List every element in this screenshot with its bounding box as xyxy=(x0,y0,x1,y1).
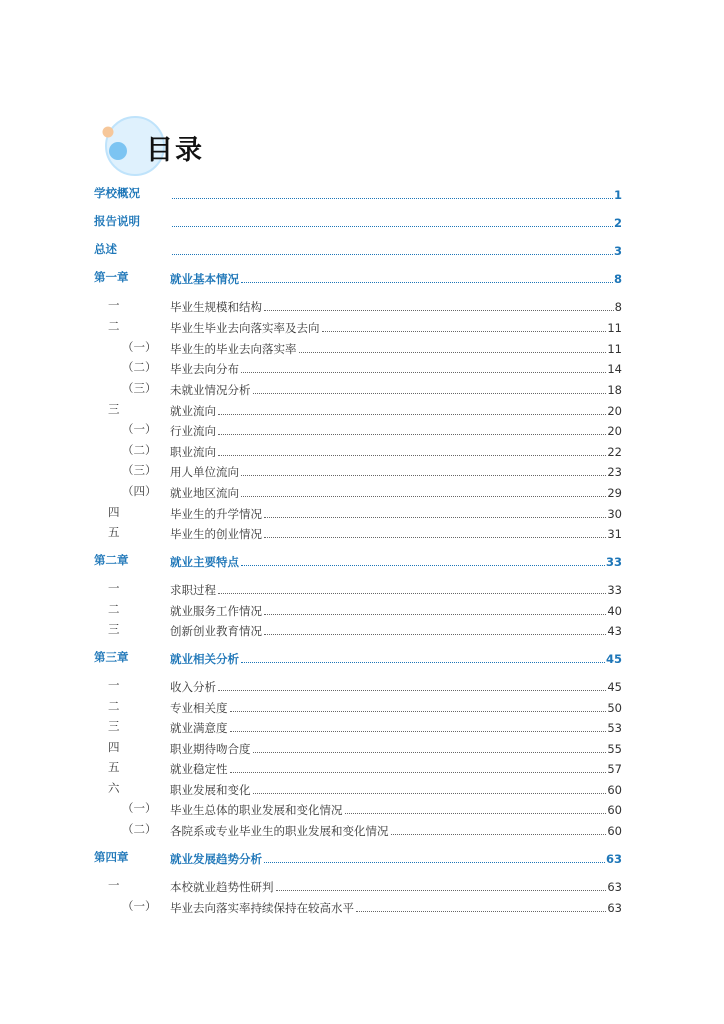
toc-entry-title: 就业主要特点 xyxy=(170,555,239,569)
toc-leader-dots xyxy=(264,861,605,863)
toc-entry-title: 专业相关度 xyxy=(170,701,228,715)
toc-leader-dots xyxy=(241,564,605,566)
toc-entry[interactable] xyxy=(94,184,622,202)
toc-entry[interactable] xyxy=(94,461,622,479)
toc-entry-title: 就业服务工作情况 xyxy=(170,604,262,618)
toc-entry-number: 四 xyxy=(108,740,120,754)
toc-entry-number: 四 xyxy=(108,505,120,519)
toc-leader-dots xyxy=(241,371,606,373)
toc-entry-number: （三） xyxy=(122,463,157,477)
toc-page-number: 55 xyxy=(607,742,622,756)
toc-entry-number: 二 xyxy=(108,602,120,616)
toc-entry[interactable] xyxy=(94,441,622,459)
toc-entry[interactable] xyxy=(94,379,622,397)
toc-leader-dots xyxy=(264,516,606,518)
toc-entry-number: （二） xyxy=(122,443,157,457)
toc-page-number: 30 xyxy=(607,507,622,521)
toc-entry-title: 毕业去向分布 xyxy=(170,362,239,376)
toc-leader-dots xyxy=(345,812,607,814)
toc-entry[interactable] xyxy=(94,420,622,438)
toc-leader-dots xyxy=(241,281,613,283)
toc-entry-title: 毕业去向落实率持续保持在较高水平 xyxy=(170,901,354,915)
toc-entry-number: 第三章 xyxy=(94,650,129,664)
toc-entry-number: 报告说明 xyxy=(94,214,140,228)
toc-entry[interactable] xyxy=(94,579,622,597)
toc-entry-number: 三 xyxy=(108,622,120,636)
toc-entry-title: 收入分析 xyxy=(170,680,216,694)
toc-entry[interactable] xyxy=(94,338,622,356)
toc-entry[interactable] xyxy=(94,620,622,638)
toc-entry-number: 五 xyxy=(108,525,120,539)
toc-entry-title: 就业地区流向 xyxy=(170,486,239,500)
toc-entry-number: 二 xyxy=(108,319,120,333)
toc-entry-number: 三 xyxy=(108,719,120,733)
toc-entry-number: （一） xyxy=(122,340,157,354)
toc-entry-number: 第一章 xyxy=(94,270,129,284)
toc-leader-dots xyxy=(218,433,606,435)
toc-entry[interactable] xyxy=(94,697,622,715)
toc-page-number: 45 xyxy=(605,652,622,666)
toc-entry[interactable] xyxy=(94,799,622,817)
toc-entry-title: 毕业生的创业情况 xyxy=(170,527,262,541)
toc-leader-dots xyxy=(218,454,606,456)
toc-entry-title: 求职过程 xyxy=(170,583,216,597)
toc-entry[interactable] xyxy=(94,212,622,230)
toc-page-number: 23 xyxy=(607,465,622,479)
toc-entry-title: 本校就业趋势性研判 xyxy=(170,880,274,894)
toc-page-number: 2 xyxy=(613,216,622,230)
toc-page-number: 45 xyxy=(607,680,622,694)
toc-entry[interactable] xyxy=(94,897,622,915)
toc-entry[interactable] xyxy=(94,296,622,314)
toc-leader-dots xyxy=(172,225,613,227)
toc-leader-dots xyxy=(218,413,606,415)
toc-leader-dots xyxy=(264,613,606,615)
toc-entry[interactable] xyxy=(94,400,622,418)
toc-entry-number: 三 xyxy=(108,402,120,416)
toc-entry-title: 用人单位流向 xyxy=(170,465,239,479)
toc-entry[interactable] xyxy=(94,503,622,521)
toc-page-number: 20 xyxy=(607,404,622,418)
toc-entry-number: 二 xyxy=(108,699,120,713)
toc-leader-dots xyxy=(253,392,607,394)
toc-leader-dots xyxy=(391,833,607,835)
toc-leader-dots xyxy=(264,633,606,635)
toc-leader-dots xyxy=(322,330,607,332)
toc-entry[interactable] xyxy=(94,551,622,569)
toc-page-number: 14 xyxy=(607,362,622,376)
toc-entry-number: （四） xyxy=(122,484,157,498)
toc-leader-dots xyxy=(218,592,606,594)
toc-page-number: 22 xyxy=(607,445,622,459)
toc-leader-dots xyxy=(276,889,607,891)
toc-page-number: 8 xyxy=(614,300,622,314)
toc-entry-title: 毕业生的升学情况 xyxy=(170,507,262,521)
toc-leader-dots xyxy=(241,661,605,663)
toc-entry-number: 六 xyxy=(108,781,120,795)
toc-page-number: 63 xyxy=(607,880,622,894)
toc-page-number: 3 xyxy=(613,244,622,258)
toc-page-number: 11 xyxy=(607,342,622,356)
toc-entry-title: 职业流向 xyxy=(170,445,216,459)
toc-entry-number: 一 xyxy=(108,678,120,692)
toc-leader-dots xyxy=(241,474,606,476)
toc-entry-title: 就业相关分析 xyxy=(170,652,239,666)
toc-entry-title: 毕业生毕业去向落实率及去向 xyxy=(170,321,320,335)
toc-entry-number: 第二章 xyxy=(94,553,129,567)
toc-entry-title: 未就业情况分析 xyxy=(170,383,251,397)
toc-page-number: 8 xyxy=(613,272,622,286)
toc-page-number: 29 xyxy=(607,486,622,500)
toc-leader-dots xyxy=(230,710,607,712)
toc-entry-number: 五 xyxy=(108,760,120,774)
toc-entry[interactable] xyxy=(94,317,622,335)
toc-entry-title: 毕业生规模和结构 xyxy=(170,300,262,314)
toc-entry-title: 行业流向 xyxy=(170,424,216,438)
toc-entry-title: 职业期待吻合度 xyxy=(170,742,251,756)
toc-entry-number: 一 xyxy=(108,878,120,892)
toc-page-number: 20 xyxy=(607,424,622,438)
toc-entry-title: 各院系或专业毕业生的职业发展和变化情况 xyxy=(170,824,389,838)
toc-page-number: 60 xyxy=(607,803,622,817)
toc-entry[interactable] xyxy=(94,758,622,776)
toc-entry-title: 就业满意度 xyxy=(170,721,228,735)
toc-page-number: 33 xyxy=(605,555,622,569)
toc-entry-number: （一） xyxy=(122,422,157,436)
toc-entry-number: （一） xyxy=(122,899,157,913)
toc-entry[interactable] xyxy=(94,268,622,286)
toc-entry-number: 一 xyxy=(108,298,120,312)
toc-leader-dots xyxy=(253,751,607,753)
toc-leader-dots xyxy=(356,910,606,912)
toc-entry[interactable] xyxy=(94,738,622,756)
toc-leader-dots xyxy=(230,771,607,773)
toc-entry[interactable] xyxy=(94,482,622,500)
toc-entry[interactable] xyxy=(94,240,622,258)
toc-leader-dots xyxy=(218,689,606,691)
toc-page-number: 11 xyxy=(607,321,622,335)
toc-leader-dots xyxy=(264,536,606,538)
toc-entry[interactable] xyxy=(94,523,622,541)
toc-entry[interactable] xyxy=(94,848,622,866)
toc-entry-number: （一） xyxy=(122,801,157,815)
toc-entry-title: 职业发展和变化 xyxy=(170,783,251,797)
toc-page-number: 53 xyxy=(607,721,622,735)
toc-entry-number: 一 xyxy=(108,581,120,595)
toc-leader-dots xyxy=(172,253,613,255)
toc-page-number: 18 xyxy=(607,383,622,397)
toc-page-number: 60 xyxy=(607,783,622,797)
toc-entry[interactable] xyxy=(94,876,622,894)
toc-entry-title: 创新创业教育情况 xyxy=(170,624,262,638)
toc-entry-title: 就业基本情况 xyxy=(170,272,239,286)
toc-page-number: 57 xyxy=(607,762,622,776)
toc-entry[interactable] xyxy=(94,820,622,838)
toc-entry-title: 毕业生总体的职业发展和变化情况 xyxy=(170,803,343,817)
toc-page-number: 60 xyxy=(607,824,622,838)
toc-leader-dots xyxy=(172,197,613,199)
toc-page-number: 31 xyxy=(607,527,622,541)
toc-leader-dots xyxy=(299,351,607,353)
toc-entry[interactable] xyxy=(94,717,622,735)
toc-leader-dots xyxy=(264,309,614,311)
toc-entry[interactable] xyxy=(94,600,622,618)
toc-entry-title: 就业发展趋势分析 xyxy=(170,852,262,866)
toc-leader-dots xyxy=(241,495,606,497)
toc-entry-title: 毕业生的毕业去向落实率 xyxy=(170,342,297,356)
toc-page-number: 63 xyxy=(607,901,622,915)
toc-entry-number: 学校概况 xyxy=(94,186,140,200)
toc-leader-dots xyxy=(230,730,607,732)
toc-page-number: 63 xyxy=(605,852,622,866)
toc-entry-number: 第四章 xyxy=(94,850,129,864)
toc-page-number: 43 xyxy=(607,624,622,638)
toc-entry-number: 总述 xyxy=(94,242,117,256)
toc-entry-title: 就业流向 xyxy=(170,404,216,418)
toc-entry-number: （二） xyxy=(122,360,157,374)
toc-entry-number: （二） xyxy=(122,822,157,836)
toc-entry[interactable] xyxy=(94,648,622,666)
toc-page-number: 1 xyxy=(613,188,622,202)
toc-entry[interactable] xyxy=(94,676,622,694)
toc-page-number: 33 xyxy=(607,583,622,597)
toc-entry[interactable] xyxy=(94,779,622,797)
toc-page-number: 40 xyxy=(607,604,622,618)
toc-entry-title: 就业稳定性 xyxy=(170,762,228,776)
toc-entry[interactable] xyxy=(94,358,622,376)
toc-page-number: 50 xyxy=(607,701,622,715)
toc-entry-number: （三） xyxy=(122,381,157,395)
toc-leader-dots xyxy=(253,792,607,794)
toc-title: 目录 xyxy=(146,135,204,166)
